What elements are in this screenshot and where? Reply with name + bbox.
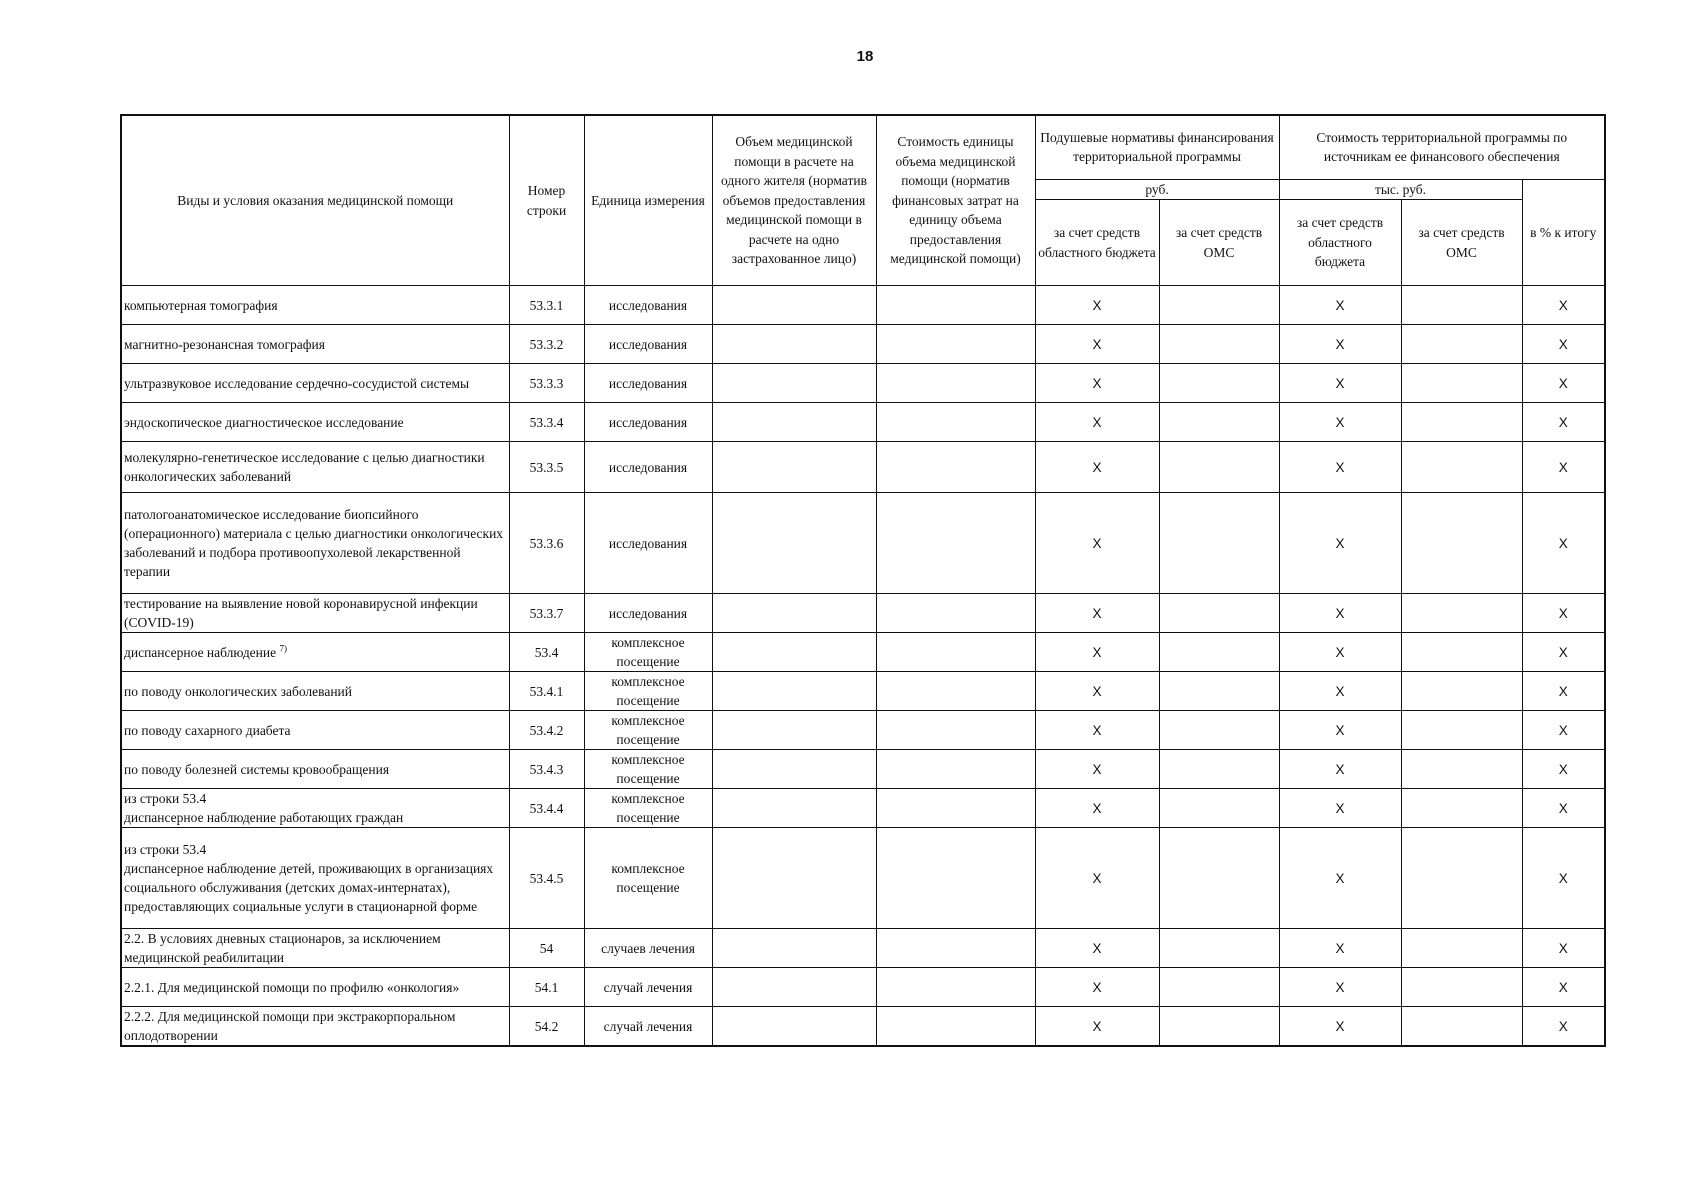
header-program-cost: Стоимость территориальной программы по источникам ее финансового обеспечения bbox=[1279, 115, 1605, 179]
row-unit: комплексное посещение bbox=[584, 789, 712, 828]
table-row bbox=[121, 750, 1605, 789]
row-name: компьютерная томография bbox=[121, 286, 509, 325]
per-capita-oms-cell bbox=[1159, 633, 1279, 672]
volume-cell bbox=[712, 633, 876, 672]
row-name: 2.2. В условиях дневных стационаров, за исключением медицинской реабилитации bbox=[121, 929, 509, 968]
header-type: Виды и условия оказания медицинской помощи bbox=[121, 115, 509, 286]
per-capita-budget-cell: X bbox=[1035, 493, 1159, 594]
table-row bbox=[121, 493, 1605, 594]
cost-budget-cell: X bbox=[1279, 929, 1401, 968]
row-number: 53.4.4 bbox=[509, 789, 584, 828]
row-name bbox=[121, 633, 509, 672]
per-capita-oms-cell bbox=[1159, 968, 1279, 1007]
percent-cell: X bbox=[1522, 750, 1605, 789]
per-capita-oms-cell bbox=[1159, 493, 1279, 594]
unit-cost-cell bbox=[876, 968, 1035, 1007]
cost-budget-cell: X bbox=[1279, 442, 1401, 493]
page-number: 18 bbox=[856, 48, 874, 65]
percent-cell: X bbox=[1522, 672, 1605, 711]
row-unit: комплексное посещение bbox=[584, 828, 712, 929]
table-row bbox=[121, 828, 1605, 929]
per-capita-budget-cell: X bbox=[1035, 1007, 1159, 1047]
row-unit: комплексное посещение bbox=[584, 633, 712, 672]
row-number: 53.3.2 bbox=[509, 325, 584, 364]
footnote-marker: 7) bbox=[279, 643, 287, 653]
unit-cost-cell bbox=[876, 594, 1035, 633]
table-row bbox=[121, 672, 1605, 711]
row-name: ультразвуковое исследование сердечно-сосудистой системы bbox=[121, 364, 509, 403]
header-oms-rub: за счет средств ОМС bbox=[1159, 200, 1279, 286]
per-capita-budget-cell: X bbox=[1035, 594, 1159, 633]
row-number: 53.3.3 bbox=[509, 364, 584, 403]
per-capita-budget-cell: X bbox=[1035, 403, 1159, 442]
cost-oms-cell bbox=[1401, 789, 1522, 828]
table-body bbox=[121, 286, 1605, 1047]
row-number: 54.2 bbox=[509, 1007, 584, 1047]
per-capita-budget-cell: X bbox=[1035, 442, 1159, 493]
row-number: 53.4.5 bbox=[509, 828, 584, 929]
percent-cell: X bbox=[1522, 594, 1605, 633]
table-row bbox=[121, 594, 1605, 633]
volume-cell bbox=[712, 594, 876, 633]
per-capita-oms-cell bbox=[1159, 286, 1279, 325]
cost-oms-cell bbox=[1401, 672, 1522, 711]
program-cost-table bbox=[120, 114, 1606, 1047]
row-unit: исследования bbox=[584, 286, 712, 325]
per-capita-oms-cell bbox=[1159, 672, 1279, 711]
row-name bbox=[121, 828, 509, 929]
table-row bbox=[121, 711, 1605, 750]
table-row bbox=[121, 364, 1605, 403]
volume-cell bbox=[712, 750, 876, 789]
table-row bbox=[121, 403, 1605, 442]
percent-cell: X bbox=[1522, 828, 1605, 929]
percent-cell: X bbox=[1522, 711, 1605, 750]
cost-budget-cell: X bbox=[1279, 286, 1401, 325]
volume-cell bbox=[712, 403, 876, 442]
per-capita-budget-cell: X bbox=[1035, 789, 1159, 828]
header-regional-budget-rub: за счет средств областного бюджета bbox=[1035, 200, 1159, 286]
unit-cost-cell bbox=[876, 364, 1035, 403]
unit-cost-cell bbox=[876, 633, 1035, 672]
row-unit: комплексное посещение bbox=[584, 711, 712, 750]
table-row bbox=[121, 325, 1605, 364]
cost-oms-cell bbox=[1401, 929, 1522, 968]
row-name-line-2: диспансерное наблюдение работающих граждан bbox=[124, 810, 404, 825]
percent-cell: X bbox=[1522, 286, 1605, 325]
volume-cell bbox=[712, 1007, 876, 1047]
cost-oms-cell bbox=[1401, 711, 1522, 750]
cost-budget-cell: X bbox=[1279, 594, 1401, 633]
cost-budget-cell: X bbox=[1279, 364, 1401, 403]
table-row bbox=[121, 789, 1605, 828]
row-name bbox=[121, 789, 509, 828]
volume-cell bbox=[712, 286, 876, 325]
per-capita-oms-cell bbox=[1159, 711, 1279, 750]
per-capita-oms-cell bbox=[1159, 403, 1279, 442]
per-capita-budget-cell: X bbox=[1035, 711, 1159, 750]
row-number: 53.3.4 bbox=[509, 403, 584, 442]
row-name-line-2: диспансерное наблюдение детей, проживающих в организациях социального обслуживания (детских домах-интернатах), предоставляющих социальные услуги в стационарной форме bbox=[124, 861, 494, 914]
unit-cost-cell bbox=[876, 403, 1035, 442]
row-number: 54.1 bbox=[509, 968, 584, 1007]
cost-oms-cell bbox=[1401, 633, 1522, 672]
per-capita-oms-cell bbox=[1159, 750, 1279, 789]
per-capita-budget-cell: X bbox=[1035, 286, 1159, 325]
row-unit: комплексное посещение bbox=[584, 750, 712, 789]
per-capita-oms-cell bbox=[1159, 364, 1279, 403]
cost-oms-cell bbox=[1401, 325, 1522, 364]
volume-cell bbox=[712, 968, 876, 1007]
row-unit: исследования bbox=[584, 493, 712, 594]
percent-cell: X bbox=[1522, 364, 1605, 403]
cost-oms-cell bbox=[1401, 594, 1522, 633]
percent-cell: X bbox=[1522, 968, 1605, 1007]
row-number: 53.4.2 bbox=[509, 711, 584, 750]
unit-cost-cell bbox=[876, 493, 1035, 594]
cost-oms-cell bbox=[1401, 364, 1522, 403]
volume-cell bbox=[712, 789, 876, 828]
cost-oms-cell bbox=[1401, 750, 1522, 789]
unit-cost-cell bbox=[876, 672, 1035, 711]
cost-budget-cell: X bbox=[1279, 828, 1401, 929]
per-capita-budget-cell: X bbox=[1035, 672, 1159, 711]
header-unit-cost: Стоимость единицы объема медицинской помощи (норматив финансовых затрат на единицу объема предоставления медицинской помощи) bbox=[876, 115, 1035, 286]
row-unit: исследования bbox=[584, 325, 712, 364]
unit-cost-cell bbox=[876, 929, 1035, 968]
cost-budget-cell: X bbox=[1279, 672, 1401, 711]
row-unit: исследования bbox=[584, 364, 712, 403]
row-unit: исследования bbox=[584, 594, 712, 633]
per-capita-oms-cell bbox=[1159, 442, 1279, 493]
unit-cost-cell bbox=[876, 286, 1035, 325]
percent-cell: X bbox=[1522, 789, 1605, 828]
row-unit: случай лечения bbox=[584, 1007, 712, 1047]
row-number: 54 bbox=[509, 929, 584, 968]
row-unit: исследования bbox=[584, 403, 712, 442]
per-capita-oms-cell bbox=[1159, 929, 1279, 968]
row-number: 53.3.6 bbox=[509, 493, 584, 594]
percent-cell: X bbox=[1522, 442, 1605, 493]
header-volume: Объем медицинской помощи в расчете на одного жителя (норматив объемов предоставления медицинской помощи в расчете на одно застрахованное лицо) bbox=[712, 115, 876, 286]
cost-budget-cell: X bbox=[1279, 789, 1401, 828]
header-per-capita: Подушевые нормативы финансирования территориальной программы bbox=[1035, 115, 1279, 179]
unit-cost-cell bbox=[876, 1007, 1035, 1047]
row-name: магнитно-резонансная томография bbox=[121, 325, 509, 364]
cost-oms-cell bbox=[1401, 968, 1522, 1007]
cost-budget-cell: X bbox=[1279, 493, 1401, 594]
cost-oms-cell bbox=[1401, 403, 1522, 442]
cost-budget-cell: X bbox=[1279, 968, 1401, 1007]
unit-cost-cell bbox=[876, 325, 1035, 364]
row-name: 2.2.1. Для медицинской помощи по профилю «онкология» bbox=[121, 968, 509, 1007]
percent-cell: X bbox=[1522, 1007, 1605, 1047]
header-rub: руб. bbox=[1035, 179, 1279, 200]
cost-oms-cell bbox=[1401, 442, 1522, 493]
table-row bbox=[121, 442, 1605, 493]
row-name: по поводу сахарного диабета bbox=[121, 711, 509, 750]
header-row-number: Номер строки bbox=[509, 115, 584, 286]
header-thousand-rub: тыс. руб. bbox=[1279, 179, 1522, 200]
volume-cell bbox=[712, 828, 876, 929]
per-capita-oms-cell bbox=[1159, 325, 1279, 364]
table-row bbox=[121, 968, 1605, 1007]
row-name-text: диспансерное наблюдение bbox=[124, 644, 277, 660]
row-name: по поводу болезней системы кровообращения bbox=[121, 750, 509, 789]
cost-budget-cell: X bbox=[1279, 1007, 1401, 1047]
volume-cell bbox=[712, 929, 876, 968]
table-row bbox=[121, 286, 1605, 325]
per-capita-budget-cell: X bbox=[1035, 968, 1159, 1007]
unit-cost-cell bbox=[876, 789, 1035, 828]
percent-cell: X bbox=[1522, 493, 1605, 594]
row-number: 53.4.1 bbox=[509, 672, 584, 711]
per-capita-budget-cell: X bbox=[1035, 929, 1159, 968]
row-name-line-1: из строки 53.4 bbox=[124, 791, 207, 806]
cost-budget-cell: X bbox=[1279, 325, 1401, 364]
cost-oms-cell bbox=[1401, 493, 1522, 594]
row-name: 2.2.2. Для медицинской помощи при экстракорпоральном оплодотворении bbox=[121, 1007, 509, 1047]
row-name-line-1: из строки 53.4 bbox=[124, 842, 207, 857]
row-unit: случаев лечения bbox=[584, 929, 712, 968]
row-unit: случай лечения bbox=[584, 968, 712, 1007]
table-header bbox=[121, 115, 1605, 286]
table-row bbox=[121, 633, 1605, 672]
unit-cost-cell bbox=[876, 828, 1035, 929]
cost-oms-cell bbox=[1401, 286, 1522, 325]
row-name: тестирование на выявление новой коронавирусной инфекции (COVID-19) bbox=[121, 594, 509, 633]
per-capita-oms-cell bbox=[1159, 789, 1279, 828]
row-number: 53.3.7 bbox=[509, 594, 584, 633]
row-name: по поводу онкологических заболеваний bbox=[121, 672, 509, 711]
header-unit: Единица измерения bbox=[584, 115, 712, 286]
unit-cost-cell bbox=[876, 711, 1035, 750]
per-capita-oms-cell bbox=[1159, 828, 1279, 929]
cost-budget-cell: X bbox=[1279, 633, 1401, 672]
header-percent-total: в % к итогу bbox=[1522, 179, 1605, 286]
per-capita-budget-cell: X bbox=[1035, 364, 1159, 403]
header-oms-thousand: за счет средств ОМС bbox=[1401, 200, 1522, 286]
row-name: эндоскопическое диагностическое исследование bbox=[121, 403, 509, 442]
cost-budget-cell: X bbox=[1279, 750, 1401, 789]
cost-oms-cell bbox=[1401, 828, 1522, 929]
header-regional-budget-thousand: за счет средств областного бюджета bbox=[1279, 200, 1401, 286]
table-row bbox=[121, 929, 1605, 968]
row-number: 53.3.5 bbox=[509, 442, 584, 493]
volume-cell bbox=[712, 711, 876, 750]
row-unit: комплексное посещение bbox=[584, 672, 712, 711]
per-capita-budget-cell: X bbox=[1035, 325, 1159, 364]
table-row bbox=[121, 1007, 1605, 1047]
volume-cell bbox=[712, 325, 876, 364]
row-name: молекулярно-генетическое исследование с целью диагностики онкологических заболеваний bbox=[121, 442, 509, 493]
volume-cell bbox=[712, 364, 876, 403]
row-number: 53.4.3 bbox=[509, 750, 584, 789]
row-number: 53.3.1 bbox=[509, 286, 584, 325]
per-capita-budget-cell: X bbox=[1035, 828, 1159, 929]
per-capita-oms-cell bbox=[1159, 594, 1279, 633]
percent-cell: X bbox=[1522, 403, 1605, 442]
cost-oms-cell bbox=[1401, 1007, 1522, 1047]
volume-cell bbox=[712, 672, 876, 711]
per-capita-oms-cell bbox=[1159, 1007, 1279, 1047]
per-capita-budget-cell: X bbox=[1035, 633, 1159, 672]
volume-cell bbox=[712, 493, 876, 594]
percent-cell: X bbox=[1522, 325, 1605, 364]
percent-cell: X bbox=[1522, 929, 1605, 968]
unit-cost-cell bbox=[876, 750, 1035, 789]
cost-budget-cell: X bbox=[1279, 711, 1401, 750]
per-capita-budget-cell: X bbox=[1035, 750, 1159, 789]
cost-budget-cell: X bbox=[1279, 403, 1401, 442]
row-unit: исследования bbox=[584, 442, 712, 493]
row-number: 53.4 bbox=[509, 633, 584, 672]
unit-cost-cell bbox=[876, 442, 1035, 493]
row-name: патологоанатомическое исследование биопсийного (операционного) материала с целью диагностики онкологических заболеваний и подбора противоопухолевой лекарственной терапии bbox=[121, 493, 509, 594]
volume-cell bbox=[712, 442, 876, 493]
percent-cell: X bbox=[1522, 633, 1605, 672]
